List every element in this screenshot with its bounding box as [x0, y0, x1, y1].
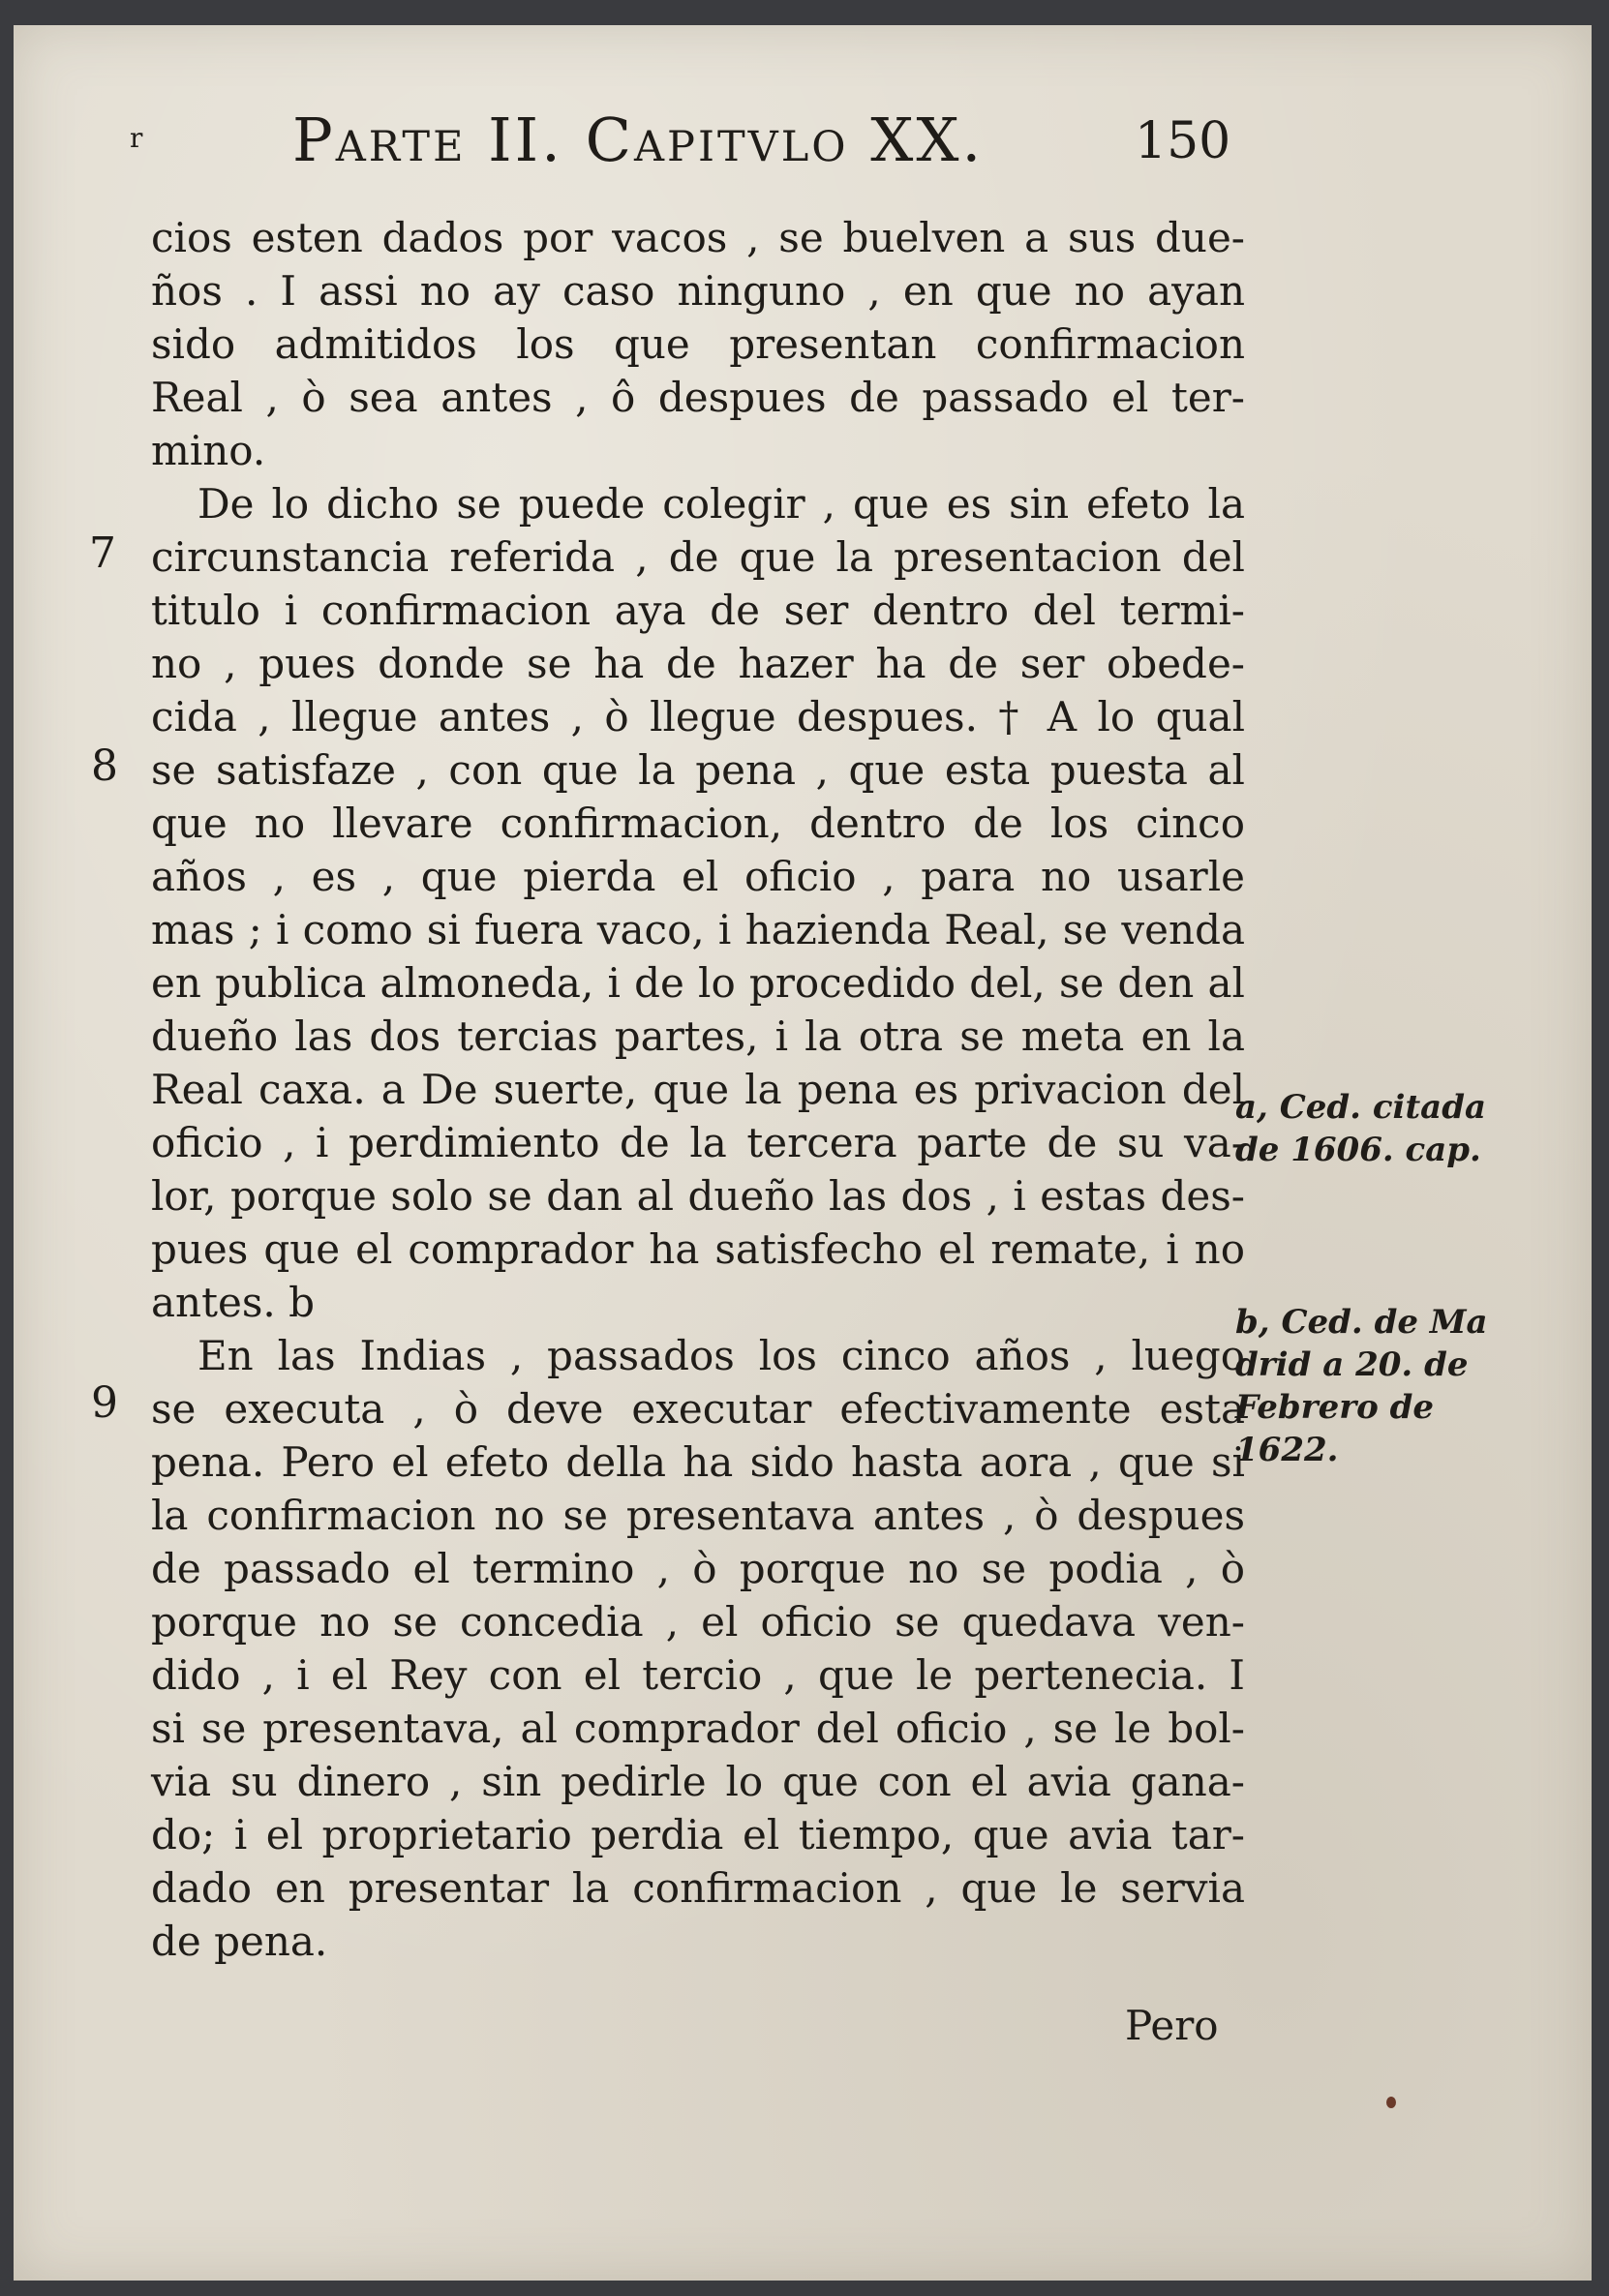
text-line: titulo i confirmacion aya de ser dentro del termi- — [151, 587, 1245, 634]
catchword: Pero — [1125, 2002, 1219, 2049]
paragraph-number-7: 7 — [89, 529, 116, 578]
text-line: no , pues donde se ha de hazer ha de ser obede- — [151, 640, 1245, 687]
page-number: 150 — [1135, 112, 1231, 170]
margin-note-line: Febrero de — [1235, 1388, 1435, 1427]
text-line: porque no se concedia , el oficio se quedava ven- — [151, 1598, 1245, 1646]
margin-note-line: a, Ced. citada — [1235, 1088, 1487, 1127]
margin-note-a — [1235, 1086, 1486, 1171]
margin-note-line: 1622. — [1235, 1431, 1339, 1469]
paragraph-number-8: 8 — [91, 741, 118, 791]
text-line: dado en presentar la confirmacion , que le servia — [151, 1864, 1245, 1912]
text-line: antes. b — [151, 1279, 315, 1326]
text-line: circunstancia referida , de que la presentacion del — [151, 533, 1245, 581]
text-line: años , es , que pierda el oficio , para no usarle — [151, 853, 1245, 900]
margin-note-line: b, Ced. de Ma — [1235, 1303, 1488, 1342]
text-line: de pena. — [151, 1918, 328, 1965]
body-text — [151, 211, 1245, 1968]
paper-speck — [1386, 2097, 1396, 2108]
text-line: oficio , i perdimiento de la tercera parte de su va- — [151, 1119, 1245, 1166]
text-line: mino. — [151, 427, 266, 474]
paragraph-number-9: 9 — [91, 1378, 118, 1428]
running-head: Parte II. Capitvlo XX. — [292, 105, 985, 175]
margin-note-b — [1235, 1301, 1488, 1471]
text-line: cida , llegue antes , ò llegue despues. † A lo qual — [151, 693, 1245, 740]
text-line: la confirmacion no se presentava antes , ò despues — [151, 1492, 1245, 1539]
text-line: se executa , ò deve executar efectivamente esta — [151, 1385, 1245, 1433]
text-line: dido , i el Rey con el tercio , que le pertenecia. I — [151, 1651, 1245, 1699]
margin-note-line: de 1606. cap. — [1235, 1131, 1481, 1169]
text-line: via su dinero , sin pedirle lo que con el avia gana- — [151, 1758, 1245, 1805]
text-line: pena. Pero el efeto della ha sido hasta aora , que si — [151, 1438, 1245, 1486]
text-line: Real caxa. a De suerte, que la pena es privacion del — [151, 1066, 1245, 1113]
text-line: si se presentava, al comprador del oficio , se le bol- — [151, 1705, 1245, 1752]
text-line: pues que el comprador ha satisfecho el remate, i no — [151, 1225, 1245, 1273]
margin-note-line: drid a 20. de — [1235, 1345, 1469, 1384]
text-line: cios esten dados por vacos , se buelven a sus due- — [151, 214, 1245, 261]
corner-mark: r — [130, 122, 143, 154]
text-line: En las Indias , passados los cinco años , luego — [197, 1332, 1245, 1379]
text-line: ños . I assi no ay caso ninguno , en que no ayan — [151, 267, 1245, 315]
text-line: lor, porque solo se dan al dueño las dos , i estas des- — [151, 1172, 1245, 1220]
text-line: dueño las dos tercias partes, i la otra se meta en la — [151, 1012, 1245, 1060]
book-page — [14, 25, 1592, 2281]
text-line: mas ; i como si fuera vaco, i hazienda Real, se venda — [151, 906, 1245, 953]
text-line: De lo dicho se puede colegir , que es sin efeto la — [197, 480, 1245, 528]
text-line: de passado el termino , ò porque no se podia , ò — [151, 1545, 1245, 1592]
page-header — [14, 105, 1592, 182]
text-line: que no llevare confirmacion, dentro de los cinco — [151, 800, 1245, 847]
text-line: do; i el proprietario perdia el tiempo, que avia tar- — [151, 1811, 1245, 1858]
text-line: sido admitidos los que presentan confirmacion — [151, 320, 1245, 368]
text-line: en publica almoneda, i de lo procedido del, se den al — [151, 959, 1245, 1007]
text-line: Real , ò sea antes , ô despues de passado el ter- — [151, 374, 1245, 421]
text-line: se satisfaze , con que la pena , que esta puesta al — [151, 746, 1245, 794]
